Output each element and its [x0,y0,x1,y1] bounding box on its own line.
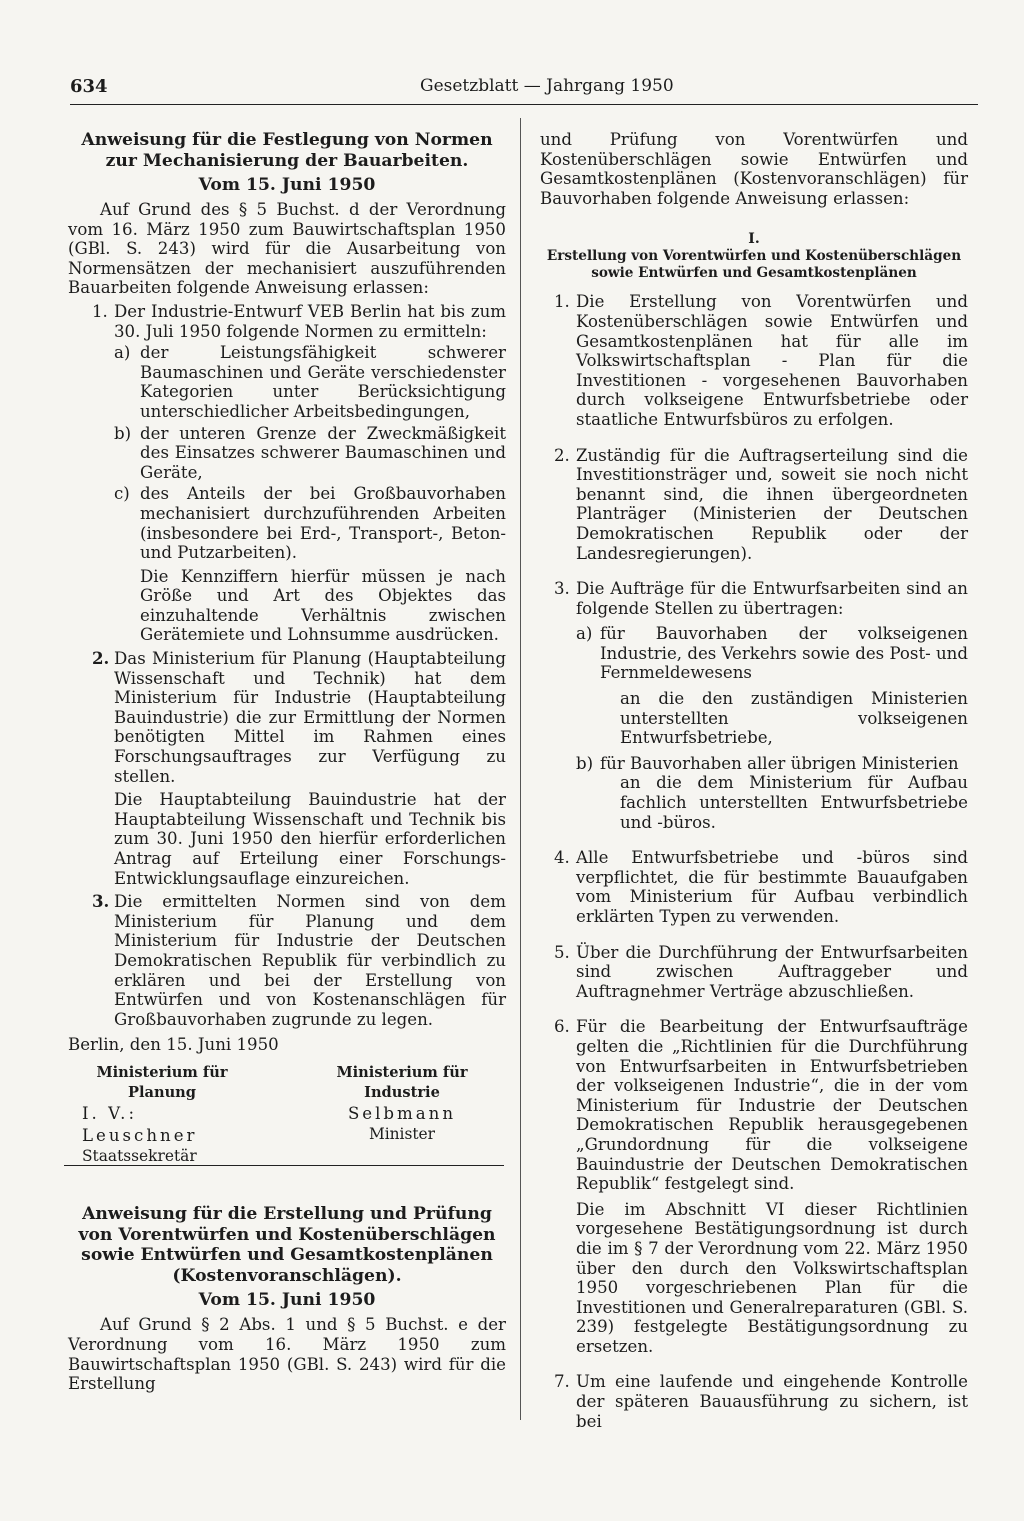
sub-text: des Anteils der bei Großbauvorhaben mechanisiert durchzuführenden Arbeiten (insbesondere bei Erd-, Transport-, Beton- und Putzarbeiten). [140,484,506,563]
section-title: Erstellung von Vorentwürfen und Kostenüberschlägen sowie Entwürfen und Gesamtkostenplänen [546,248,962,282]
item-text: Über die Durchführung der Entwurfsarbeiten sind zwischen Auftraggeber und Auftragnehmer Verträge abzuschließen. [576,942,968,1001]
item-text: Die ermittelten Normen sind von dem Ministerium für Planung und dem Ministerium für Industrie der Deutschen Demokratischen Republik für verbindlich zu erklären und bei der Erstellung von Entwürfen und von Kostenanschlägen für Großbauvorhaben zugrunde zu legen. [114,892,506,1029]
doc1-intro: Auf Grund des § 5 Buchst. d der Verordnung vom 16. März 1950 zum Bauwirtschaftsplan 1950 (GBl. S. 243) wird für die Ausarbeitung von Normensätzen der mechanisiert auszuführenden Bauarbeiten folgende Anweisung erlassen: [68,200,506,298]
doc2-sub-a-continuation: an die den zuständigen Ministerien unterstellten volkseigenen Entwurfsbetriebe, [620,689,968,748]
item-number: 3. [554,579,570,599]
signer-role: Minister [368,1125,436,1144]
doc1-sub-b [68,424,506,483]
doc1-sub-a [68,343,506,421]
doc1-item-2 [68,649,506,786]
signer-role: Staatssekretär [82,1147,197,1166]
item-text: Für die Bearbeitung der Entwurfsaufträge gelten die „Richtlinien für die Durchführung von Entwurfsarbeiten in Entwurfsbetrieben der volkseigenen Industrie“, die in der vom Ministerium für Industrie der Deutschen Demokratischen Republik herausgegebenen „Grundordnung für die volkseigene Bauindustrie der Deutschen Demokratischen Republik“ festgelegt sind. [576,1017,968,1194]
item-text: Der Industrie-Entwurf VEB Berlin hat bis zum 30. Juli 1950 folgende Normen zu ermitteln: [114,301,506,341]
doc2-intro-continuation: und Prüfung von Vorentwürfen und Kostenüberschlägen sowie Entwürfen und Gesamtkostenplänen (Kostenvoranschlägen) für Bauvorhaben folgende Anweisung erlassen: [540,130,968,208]
place-date: Berlin, den 15. Juni 1950 [68,1035,279,1055]
sub-text: der Leistungsfähigkeit schwerer Baumaschinen und Geräte verschiedenster Kategorien unter Berücksichtigung unterschiedlicher Arbeitsbedingungen, [140,343,506,421]
doc2-item-1 [540,292,968,429]
signature-planning [68,1063,256,1165]
doc2-item-5 [540,943,968,1002]
sub-text: für Bauvorhaben aller übrigen Ministerien [600,753,959,773]
column-divider [520,118,521,1420]
signer-name: Selbmann [347,1104,457,1124]
doc1-item2-continuation: Die Hauptabteilung Bauindustrie hat der Hauptabteilung Wissenschaft und Technik bis zum 30. Juni 1950 den hierfür erforderlichen Antrag auf Erteilung einer Forschungs-Entwicklungsauflage einzureichen. [114,790,506,888]
doc2-title-line3: sowie Entwürfen und Gesamtkostenplänen [81,1245,493,1266]
item-text: Alle Entwurfsbetriebe und -büros sind verpflichtet, die für bestimmte Bauaufgaben vom Ministerium für Aufbau verbindlich erklärten Typen zu verwenden. [576,848,968,926]
doc2-title-line2: von Vorentwürfen und Kostenüberschlägen [78,1224,496,1245]
doc2-item-7 [540,1372,968,1431]
item-number: 7. [554,1372,570,1392]
signer-name: I. V.: Leuschner [82,1104,198,1146]
doc2-item-3 [540,579,968,618]
sub-letter: b) [114,423,132,443]
page-number: 634 [70,76,108,97]
item-text: Zuständig für die Auftragserteilung sind die Investitionsträger und, soweit sie noch nicht benannt sind, die ihnen übergeordneten Planträger (Ministerien der Deutschen Demokratischen Republik oder der Landesregierungen). [576,445,968,563]
sub-letter: a) [114,343,131,363]
doc2-sub-b-continuation: an die dem Ministerium für Aufbau fachlich unterstellten Entwurfsbetriebe und -büros. [620,773,968,832]
doc1-sub-c [68,484,506,562]
doc2-title-line4: (Kostenvoranschlägen). [172,1265,402,1286]
header-rule [70,104,978,105]
doc2-sub-b [540,754,968,774]
item-number: 3. [92,891,110,912]
sub-letter: a) [576,624,593,644]
page-header [70,76,978,104]
signature-industry [298,1063,506,1143]
ministry-name: Ministerium für Industrie [336,1064,468,1102]
item-text: Das Ministerium für Planung (Hauptabteilung Wissenschaft und Technik) hat dem Ministerium für Industrie (Hauptabteilung Bauindustrie) die zur Ermittlung der Normen benötigten Mittel im Rahmen eines Forschungsauftrages zur Verfügung zu stellen. [114,649,506,786]
item-number: 2. [92,648,110,669]
doc1-item-1 [68,302,506,341]
left-column [68,130,506,1394]
doc1-date: Vom 15. Juni 1950 [198,175,376,195]
doc2-item-2 [540,446,968,564]
sub-text: für Bauvorhaben der volkseigenen Industrie, des Verkehrs sowie des Post- und Fernmeldewesens [600,624,968,683]
doc1-title-line1: Anweisung für die Festlegung von Normen [81,130,493,150]
item-text: Die Aufträge für die Entwurfsarbeiten sind an folgende Stellen zu übertragen: [576,579,968,618]
doc1-item1-continuation: Die Kennziffern hierfür müssen je nach Größe und Art des Objektes das einzuhaltende Verhältnis zwischen Gerätemiete und Lohnsumme ausdrücken. [140,566,506,645]
doc1-item-3 [68,892,506,1029]
sub-text: der unteren Grenze der Zweckmäßigkeit des Einsatzes schwerer Baumaschinen und Geräte, [140,423,506,482]
section-separator [64,1165,504,1166]
signature-block [68,1063,506,1166]
doc2-date: Vom 15. Juni 1950 [198,1290,376,1311]
item-number: 5. [554,942,570,962]
doc2-item-6 [540,1017,968,1193]
doc1-title-line2: zur Mechanisierung der Bauarbeiten. [105,150,469,171]
ministry-name: Ministerium für Planung [96,1064,228,1102]
item-number: 1. [92,301,108,321]
item-text: Die Erstellung von Vorentwürfen und Kostenüberschlägen sowie Entwürfen und Gesamtkostenplänen hat für alle im Volkswirtschaftsplan - Plan für die Investitionen - vorgesehenen Bauvorhaben durch volkseigene Entwurfsbetriebe oder staatliche Entwurfsbüros zu erfolgen. [576,292,968,429]
sub-letter: b) [576,753,594,773]
doc2-item6-continuation: Die im Abschnitt VI dieser Richtlinien vorgesehene Bestätigungsordnung ist durch die im § 7 der Verordnung vom 22. März 1950 über den durch den Volkswirtschaftsplan 1950 vorgeschriebenen Plan für die Investitionen und Generalreparaturen (GBl. S. 239) festgelegte Bestätigungsordnung zu ersetzen. [576,1199,968,1356]
running-title: Gesetzblatt — Jahrgang 1950 [420,76,674,96]
doc2-item-4 [540,848,968,926]
item-number: 4. [554,848,570,868]
sub-letter: c) [114,484,130,504]
item-number: 6. [554,1017,570,1037]
item-number: 2. [554,445,570,465]
right-column [540,130,968,1431]
item-number: 1. [554,292,570,312]
doc2-sub-a [540,624,968,683]
section-number: I. [748,231,760,248]
doc2-intro: Auf Grund § 2 Abs. 1 und § 5 Buchst. e der Verordnung vom 16. März 1950 zum Bauwirtschaftsplan 1950 (GBl. S. 243) wird für die Erstellung [68,1315,506,1394]
doc2-title-line1: Anweisung für die Erstellung und Prüfung [82,1204,492,1225]
item-text: Um eine laufende und eingehende Kontrolle der späteren Bauausführung zu sichern, ist bei [576,1372,968,1431]
